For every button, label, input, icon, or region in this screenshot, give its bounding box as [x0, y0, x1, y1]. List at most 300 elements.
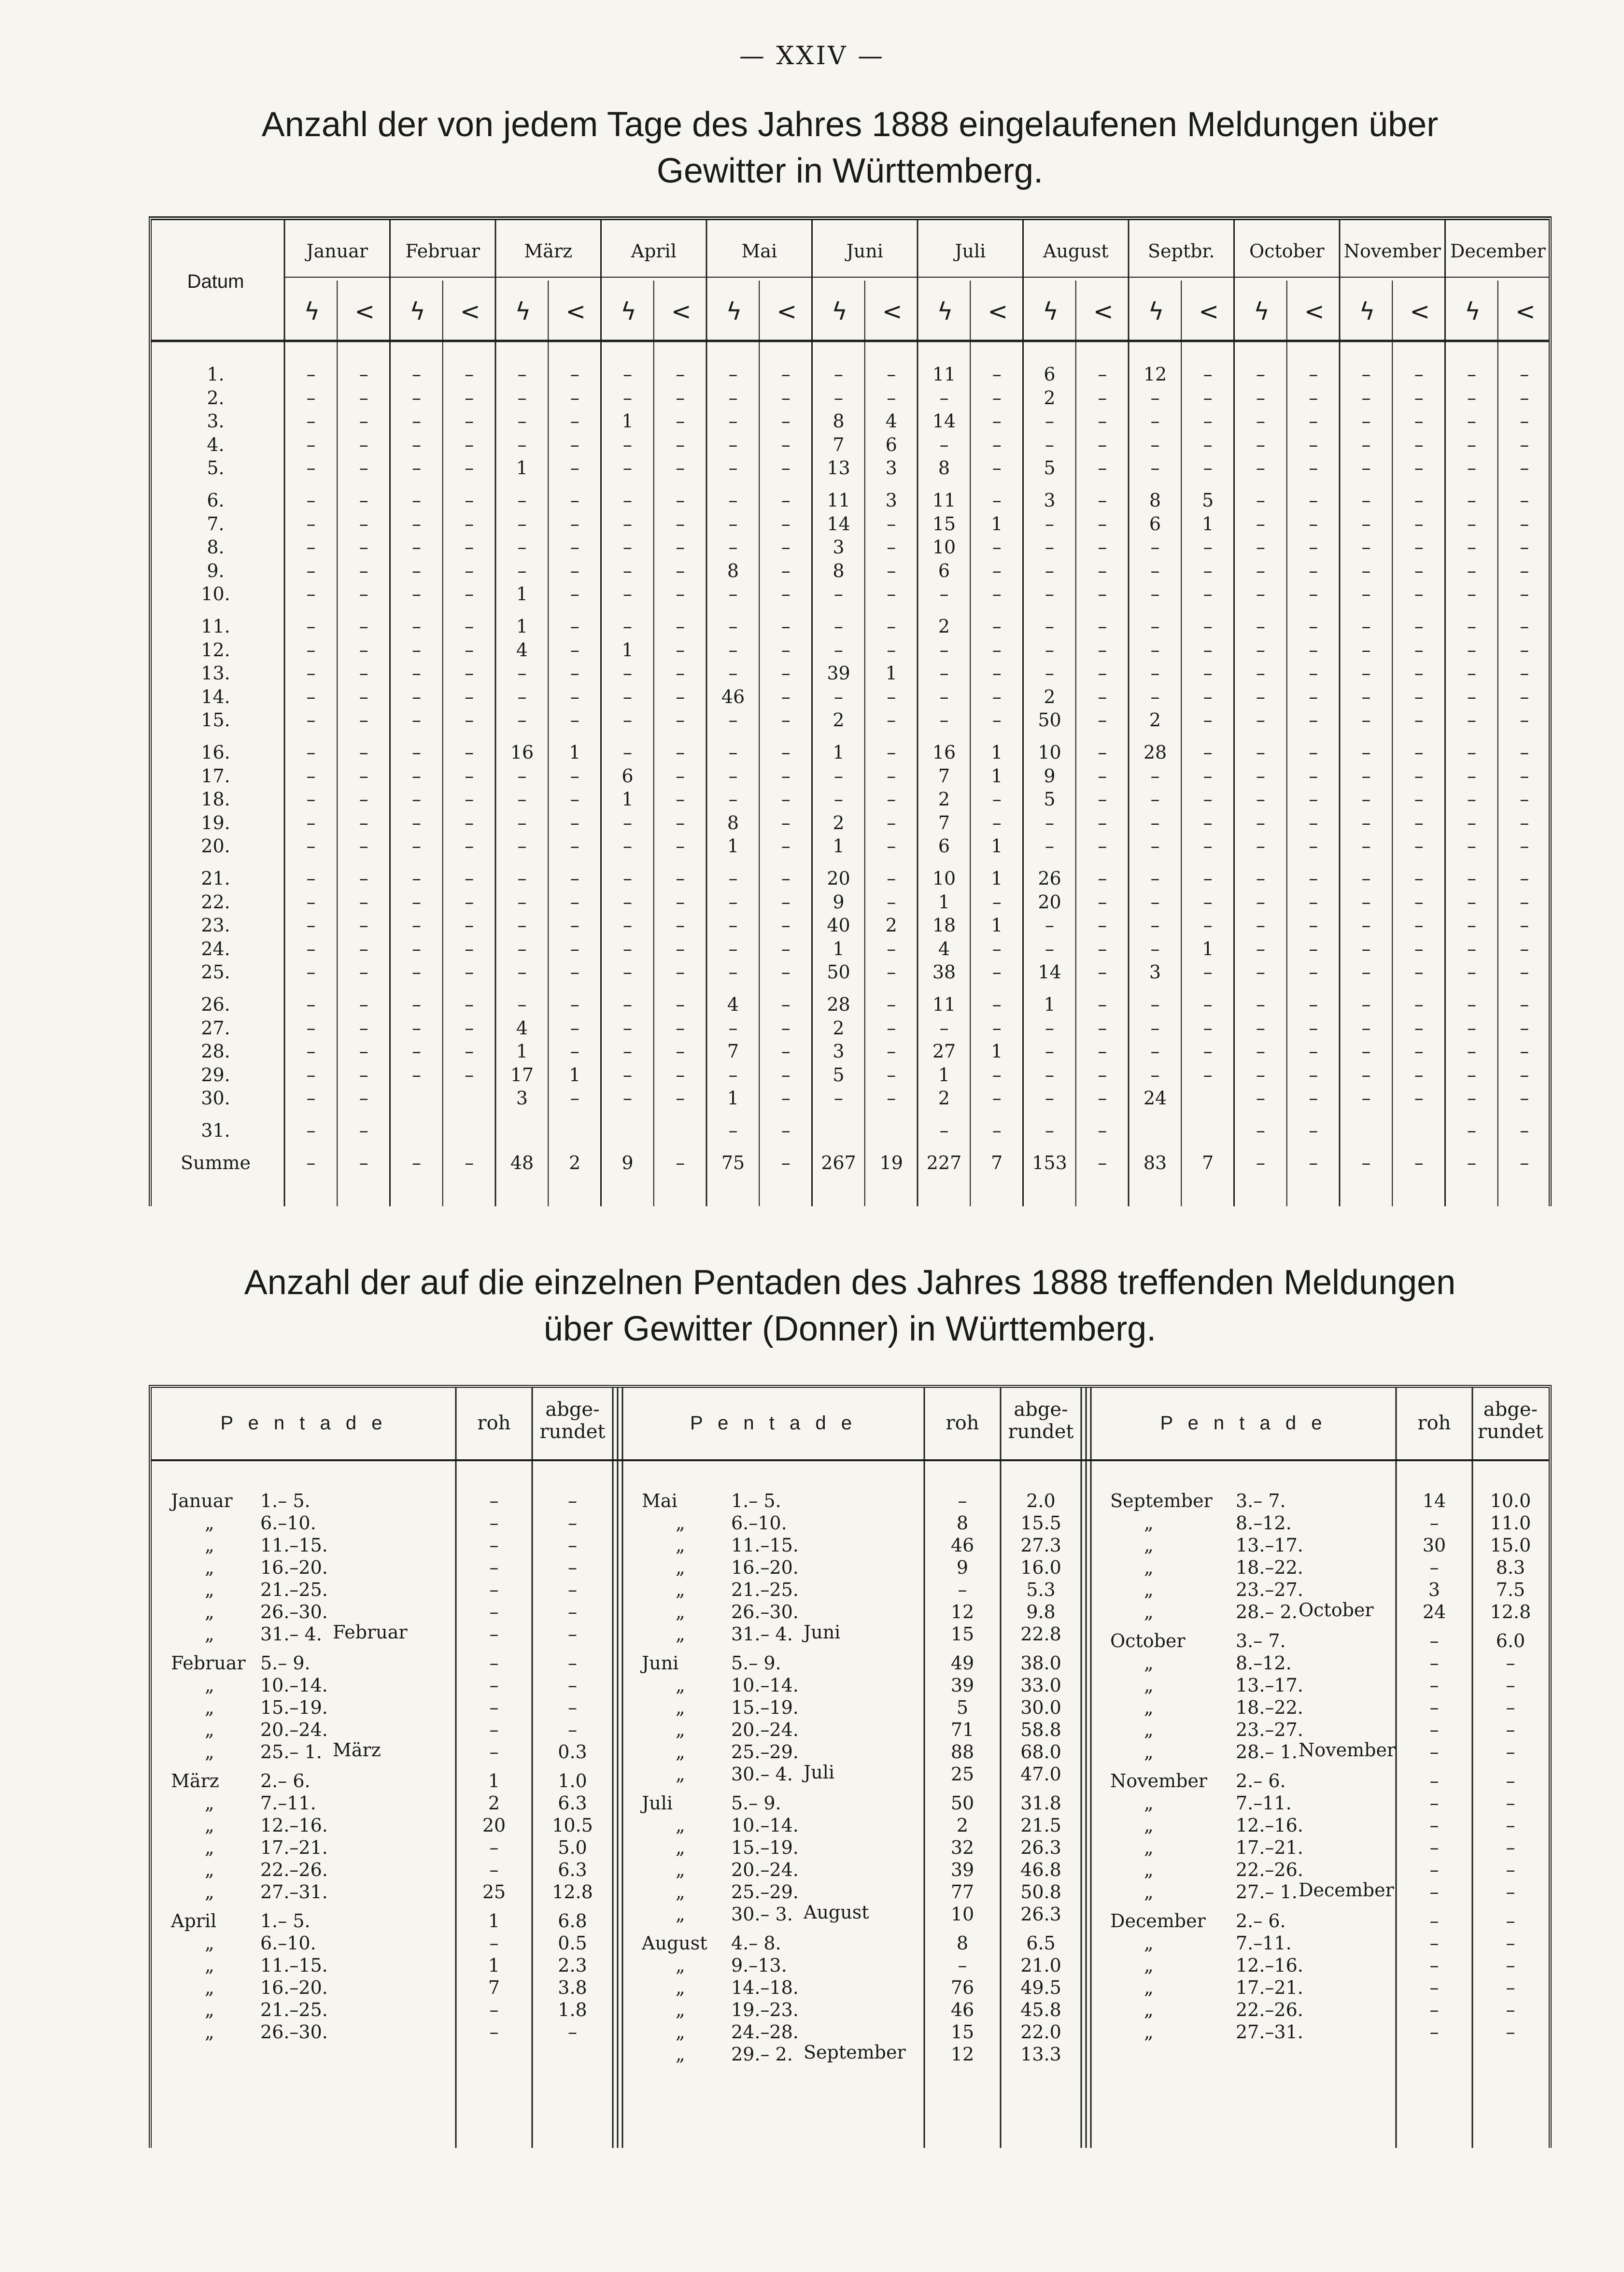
day-cell: 2 — [833, 812, 845, 833]
day-cell: – — [728, 789, 738, 810]
day-cell: – — [676, 410, 685, 432]
day-cell: – — [359, 616, 368, 637]
day-cell: – — [1309, 490, 1318, 511]
day-cell: – — [306, 835, 316, 857]
day-cell: – — [1150, 639, 1160, 661]
lightning-icon: ϟ — [1465, 297, 1481, 325]
day-cell: – — [1150, 616, 1160, 637]
day-cell: – — [781, 1064, 791, 1086]
summe-cell: – — [359, 1152, 368, 1173]
day-cell: – — [623, 1017, 632, 1039]
day-cell: – — [781, 560, 791, 581]
day-cell: – — [1467, 560, 1476, 581]
table1-title — [145, 101, 1555, 194]
day-cell: – — [1361, 639, 1371, 661]
day-cell: – — [412, 616, 421, 637]
day-cell: 7 — [938, 765, 950, 787]
pentade-abgerundet: 6.8 — [558, 1910, 587, 1932]
day-cell: – — [676, 490, 685, 511]
pentade-abgerundet: 31.8 — [1020, 1792, 1061, 1814]
day-cell: – — [465, 938, 474, 960]
pentade-range: 7.–11. — [260, 1792, 316, 1814]
day-label: 31. — [201, 1120, 230, 1141]
day-label: 29. — [201, 1064, 230, 1086]
day-cell: – — [306, 1064, 316, 1086]
pentade-roh: 39 — [950, 1675, 974, 1696]
pentade-range: 17.–21. — [260, 1837, 328, 1858]
day-cell: – — [887, 835, 896, 857]
pentade-range: 4.– 8. — [731, 1933, 781, 1954]
day-cell: – — [306, 387, 316, 409]
day-cell: 1 — [727, 1087, 739, 1109]
thunder-icon: < — [1410, 297, 1430, 325]
day-cell: – — [1414, 1041, 1424, 1062]
day-cell: – — [939, 1017, 949, 1039]
day-cell: – — [1309, 891, 1318, 913]
pentade-roh: 32 — [950, 1837, 974, 1858]
day-cell: 6 — [621, 765, 634, 787]
day-cell: – — [359, 536, 368, 558]
day-cell: – — [1150, 891, 1160, 913]
day-cell: – — [1098, 915, 1107, 936]
pentade-month: „ — [1144, 1697, 1154, 1718]
pentade-abgerundet: 15.5 — [1020, 1512, 1061, 1534]
pentade-roh: 15 — [950, 1623, 974, 1645]
pentade-month: „ — [676, 1999, 685, 2020]
abgerundet-header-2: rundet — [1008, 1421, 1074, 1443]
pentade-month: „ — [676, 1675, 685, 1696]
day-cell: 5 — [1044, 457, 1056, 479]
day-cell: – — [623, 812, 632, 833]
day-cell: – — [728, 457, 738, 479]
day-cell: – — [1256, 513, 1265, 535]
pentade-range: 5.– 9. — [731, 1652, 781, 1674]
day-cell: – — [1361, 410, 1371, 432]
pentade-roh: – — [489, 1490, 499, 1511]
day-cell: 1 — [885, 663, 897, 684]
pentade-month: „ — [1144, 1933, 1154, 1954]
day-cell: – — [1361, 387, 1371, 409]
pentade-month: „ — [1144, 1601, 1154, 1623]
day-cell: – — [781, 994, 791, 1015]
day-cell: – — [676, 835, 685, 857]
day-cell: – — [781, 663, 791, 684]
thunder-icon: < — [565, 297, 586, 325]
day-cell: – — [781, 742, 791, 763]
day-cell: – — [1150, 1017, 1160, 1039]
day-cell: – — [570, 490, 579, 511]
day-cell: – — [1520, 1087, 1529, 1109]
pentade-month: „ — [205, 1977, 214, 1998]
pentade-range: 2.– 6. — [1236, 1770, 1286, 1792]
day-cell: – — [1467, 663, 1476, 684]
pentade-month: „ — [676, 1977, 685, 1998]
day-cell: – — [359, 742, 368, 763]
day-cell: – — [728, 1064, 738, 1086]
day-cell: – — [1361, 994, 1371, 1015]
day-cell: – — [1098, 387, 1107, 409]
day-cell: – — [1309, 583, 1318, 605]
day-cell: – — [623, 709, 632, 731]
day-cell: 27 — [932, 1041, 956, 1062]
day-cell: – — [676, 765, 685, 787]
day-cell: – — [1309, 742, 1318, 763]
day-cell: 17 — [510, 1064, 534, 1086]
day-cell: – — [834, 765, 843, 787]
pentade-month: August — [642, 1933, 707, 1954]
day-cell: 1 — [938, 1064, 950, 1086]
pentade-month: „ — [205, 1697, 214, 1718]
lightning-icon: ϟ — [410, 297, 425, 325]
day-cell: – — [359, 639, 368, 661]
pentade-range: 14.–18. — [731, 1977, 799, 1998]
pentade-range: 18.–22. — [1236, 1697, 1303, 1718]
day-cell: – — [623, 915, 632, 936]
pentade-abgerundet: – — [568, 1557, 577, 1578]
day-cell: – — [676, 513, 685, 535]
day-cell: – — [992, 490, 1002, 511]
day-cell: – — [1256, 789, 1265, 810]
pentade-range: 22.–26. — [1236, 1859, 1303, 1880]
day-cell: – — [1256, 410, 1265, 432]
day-cell: – — [412, 560, 421, 581]
thunder-icon: < — [1304, 297, 1325, 325]
pentade-abgerundet: 27.3 — [1020, 1535, 1061, 1556]
lightning-icon: ϟ — [515, 297, 531, 325]
day-cell: – — [1361, 583, 1371, 605]
pentade-roh: – — [1429, 1837, 1439, 1858]
day-cell: – — [1361, 560, 1371, 581]
pentade-roh: 46 — [950, 1535, 974, 1556]
pentade-abgerundet: – — [1506, 1933, 1515, 1954]
summe-cell: 267 — [821, 1152, 856, 1173]
day-cell: – — [781, 1017, 791, 1039]
day-cell: – — [1520, 364, 1529, 385]
day-cell: – — [1098, 560, 1107, 581]
day-cell: – — [1467, 1017, 1476, 1039]
day-label: 24. — [201, 938, 230, 960]
day-cell: 4 — [727, 994, 739, 1015]
pentade-abgerundet: – — [568, 1623, 577, 1645]
pentade-roh: 9 — [956, 1557, 969, 1578]
day-cell: – — [939, 434, 949, 455]
pentade-header: P e n t a d e — [220, 1412, 387, 1434]
day-cell: – — [781, 364, 791, 385]
day-cell: 5 — [1202, 490, 1214, 511]
day-cell: – — [781, 616, 791, 637]
day-cell: – — [1361, 765, 1371, 787]
pentade-roh: 71 — [950, 1719, 974, 1740]
day-cell: – — [728, 868, 738, 889]
pentade-roh: – — [1429, 2021, 1439, 2043]
day-cell: – — [887, 387, 896, 409]
day-cell: – — [676, 994, 685, 1015]
pentade-range: 13.–17. — [1236, 1675, 1303, 1696]
day-cell: 2 — [1044, 686, 1056, 707]
day-cell: – — [887, 891, 896, 913]
day-cell: – — [1203, 583, 1213, 605]
pentade-abgerundet: – — [1506, 1697, 1515, 1718]
day-cell: – — [781, 789, 791, 810]
day-cell: – — [1203, 709, 1213, 731]
pentade-range: 8.–12. — [1236, 1512, 1292, 1534]
day-cell: – — [1520, 812, 1529, 833]
day-cell: – — [1098, 536, 1107, 558]
pentade-month: „ — [205, 1579, 214, 1600]
day-cell: – — [1203, 961, 1213, 983]
pentade-month: „ — [205, 1512, 214, 1534]
pentade-range: 20.–24. — [731, 1719, 799, 1740]
day-cell: – — [306, 812, 316, 833]
pentade-range: 2.– 6. — [260, 1770, 311, 1792]
day-cell: – — [676, 536, 685, 558]
day-cell: – — [570, 560, 579, 581]
day-cell: – — [1256, 1120, 1265, 1141]
pentade-roh: – — [1429, 1881, 1439, 1903]
pentade-month: „ — [676, 1557, 685, 1578]
pentade-roh: – — [489, 1557, 499, 1578]
pentade-month: Mai — [642, 1490, 678, 1511]
pentade-abgerundet: – — [568, 1601, 577, 1623]
day-cell: – — [728, 616, 738, 637]
pentade-abgerundet: 21.0 — [1020, 1955, 1061, 1976]
pentade-range: 25.–29. — [731, 1881, 799, 1903]
pentade-month: „ — [205, 1535, 214, 1556]
day-cell: – — [1045, 560, 1054, 581]
day-cell: – — [1203, 994, 1213, 1015]
thunder-icon: < — [1199, 297, 1219, 325]
day-cell: – — [1467, 387, 1476, 409]
day-cell: – — [1045, 938, 1054, 960]
pentade-range: 15.–19. — [260, 1697, 328, 1718]
day-cell: – — [1361, 490, 1371, 511]
day-cell: – — [1045, 812, 1054, 833]
day-cell: 28 — [827, 994, 850, 1015]
pentade-abgerundet: 1.8 — [558, 1999, 587, 2020]
pentade-range: 12.–16. — [1236, 1815, 1303, 1836]
day-cell: 20 — [1038, 891, 1061, 913]
day-cell: 6 — [885, 434, 897, 455]
day-cell: – — [1414, 709, 1424, 731]
day-cell: – — [465, 434, 474, 455]
pentade-month: „ — [205, 1881, 214, 1903]
day-cell: – — [1150, 938, 1160, 960]
day-cell: – — [306, 868, 316, 889]
day-cell: – — [465, 583, 474, 605]
day-cell: – — [412, 434, 421, 455]
day-cell: – — [1098, 1064, 1107, 1086]
day-cell: – — [1309, 434, 1318, 455]
summe-cell: – — [306, 1152, 316, 1173]
pentade-roh: – — [1429, 1557, 1439, 1578]
day-cell: – — [676, 364, 685, 385]
day-cell: – — [1361, 1017, 1371, 1039]
day-cell: 4 — [885, 410, 897, 432]
day-cell: – — [623, 536, 632, 558]
day-cell: 20 — [827, 868, 850, 889]
day-cell: – — [570, 812, 579, 833]
day-cell: – — [781, 915, 791, 936]
pentade-range: 6.–10. — [731, 1512, 787, 1534]
pentade-abgerundet: – — [1506, 1675, 1515, 1696]
day-cell: – — [570, 364, 579, 385]
day-cell: – — [1520, 513, 1529, 535]
day-cell: – — [1150, 868, 1160, 889]
day-cell: – — [1045, 663, 1054, 684]
day-cell: – — [412, 742, 421, 763]
pentade-abgerundet: – — [568, 1675, 577, 1696]
day-cell: – — [1467, 938, 1476, 960]
pentade-abgerundet: – — [1506, 1881, 1515, 1903]
pentade-abgerundet: – — [568, 1535, 577, 1556]
day-cell: – — [1520, 410, 1529, 432]
pentade-range: 22.–26. — [260, 1859, 328, 1880]
day-cell: – — [306, 560, 316, 581]
table2-title-line2: über Gewitter (Donner) in Württemberg. — [543, 1310, 1157, 1348]
summe-cell: 75 — [721, 1152, 745, 1173]
summe-cell: 48 — [510, 1152, 534, 1173]
day-cell: – — [1414, 560, 1424, 581]
day-cell: 5 — [833, 1064, 845, 1086]
summe-cell: – — [1467, 1152, 1476, 1173]
day-cell: – — [1256, 536, 1265, 558]
pentade-abgerundet: 6.5 — [1026, 1933, 1056, 1954]
day-cell: – — [359, 812, 368, 833]
thunder-icon: < — [777, 297, 797, 325]
day-cell: – — [1256, 616, 1265, 637]
day-cell: – — [1098, 742, 1107, 763]
pentade-range: 31.– 4. — [260, 1623, 322, 1645]
day-cell: – — [781, 410, 791, 432]
day-cell: – — [1098, 513, 1107, 535]
day-cell: – — [412, 1041, 421, 1062]
lightning-icon: ϟ — [621, 297, 636, 325]
summe-cell: – — [412, 1152, 421, 1173]
day-label: 5. — [207, 457, 225, 479]
day-cell: – — [939, 583, 949, 605]
pentade-roh: 14 — [1422, 1490, 1446, 1511]
day-cell: – — [1361, 364, 1371, 385]
day-cell: 1 — [621, 789, 634, 810]
pentade-abgerundet: – — [1506, 1741, 1515, 1763]
pentade-range: 10.–14. — [731, 1675, 799, 1696]
day-cell: – — [1309, 410, 1318, 432]
pentade-range: 7.–11. — [1236, 1933, 1292, 1954]
pentade-range: 29.– 2. — [731, 2044, 793, 2065]
day-label: 30. — [201, 1087, 230, 1109]
day-cell: 1 — [516, 1041, 528, 1062]
day-cell: – — [1414, 583, 1424, 605]
pentade-range: 12.–16. — [1236, 1955, 1303, 1976]
day-cell: – — [1520, 639, 1529, 661]
day-cell: – — [570, 915, 579, 936]
pentade-month: „ — [676, 1815, 685, 1836]
day-cell: – — [1361, 663, 1371, 684]
day-cell: – — [1467, 364, 1476, 385]
thunder-icon: < — [988, 297, 1008, 325]
day-cell: – — [1467, 583, 1476, 605]
pentade-roh: – — [489, 1579, 499, 1600]
pentade-abgerundet: 10.0 — [1490, 1490, 1531, 1511]
summe-cell: – — [1414, 1152, 1424, 1173]
day-cell: – — [517, 364, 527, 385]
pentade-month: „ — [1144, 1579, 1154, 1600]
pentade-abgerundet: – — [1506, 1792, 1515, 1814]
pentade-month: „ — [205, 1741, 214, 1763]
day-cell: 1 — [991, 765, 1003, 787]
day-cell: – — [728, 364, 738, 385]
day-cell: – — [728, 915, 738, 936]
day-cell: – — [359, 686, 368, 707]
pentade-month: „ — [205, 1675, 214, 1696]
roh-header: roh — [946, 1412, 979, 1434]
day-cell: – — [359, 364, 368, 385]
day-cell: – — [1520, 994, 1529, 1015]
day-cell: – — [1045, 583, 1054, 605]
summe-cell: – — [465, 1152, 474, 1173]
pentade-roh: – — [489, 1999, 499, 2020]
day-cell: – — [412, 868, 421, 889]
day-cell: – — [887, 1064, 896, 1086]
pentade-abgerundet: – — [1506, 1770, 1515, 1792]
day-cell: – — [887, 961, 896, 983]
pentade-month: „ — [676, 1764, 685, 1785]
day-label: 7. — [207, 513, 225, 535]
day-cell: – — [781, 513, 791, 535]
day-cell: – — [1098, 686, 1107, 707]
day-cell: – — [1467, 812, 1476, 833]
day-cell: – — [1256, 1017, 1265, 1039]
day-cell: 14 — [1038, 961, 1061, 983]
day-cell: – — [623, 560, 632, 581]
day-cell: – — [781, 1120, 791, 1141]
day-cell: 1 — [938, 891, 950, 913]
day-label: 1. — [207, 364, 225, 385]
day-cell: – — [465, 789, 474, 810]
day-label: 13. — [201, 663, 230, 684]
pentade-abgerundet: 50.8 — [1020, 1881, 1061, 1903]
day-cell: – — [1256, 709, 1265, 731]
day-cell: – — [1203, 457, 1213, 479]
pentade-roh: 77 — [950, 1881, 974, 1903]
day-cell: 1 — [991, 513, 1003, 535]
day-cell: – — [517, 490, 527, 511]
day-cell: – — [1098, 812, 1107, 833]
day-cell: – — [1467, 639, 1476, 661]
day-cell: – — [1203, 1041, 1213, 1062]
day-cell: – — [359, 709, 368, 731]
day-cell: – — [728, 765, 738, 787]
pentade-roh: – — [1429, 1933, 1439, 1954]
day-cell: – — [517, 994, 527, 1015]
lightning-icon: ϟ — [1043, 297, 1059, 325]
pentade-month: „ — [1144, 1557, 1154, 1578]
day-cell: – — [517, 536, 527, 558]
day-cell: 1 — [727, 835, 739, 857]
pentade-range: 26.–30. — [260, 1601, 328, 1623]
day-cell: – — [1045, 1017, 1054, 1039]
day-label: 23. — [201, 915, 230, 936]
day-cell: – — [570, 709, 579, 731]
day-label: 16. — [201, 742, 230, 763]
day-cell: 9 — [1044, 765, 1056, 787]
pentade-month: „ — [1144, 1719, 1154, 1740]
day-cell: – — [1256, 490, 1265, 511]
day-cell: – — [570, 639, 579, 661]
day-cell: 2 — [938, 1087, 950, 1109]
day-cell: – — [676, 812, 685, 833]
day-cell: – — [1520, 1120, 1529, 1141]
